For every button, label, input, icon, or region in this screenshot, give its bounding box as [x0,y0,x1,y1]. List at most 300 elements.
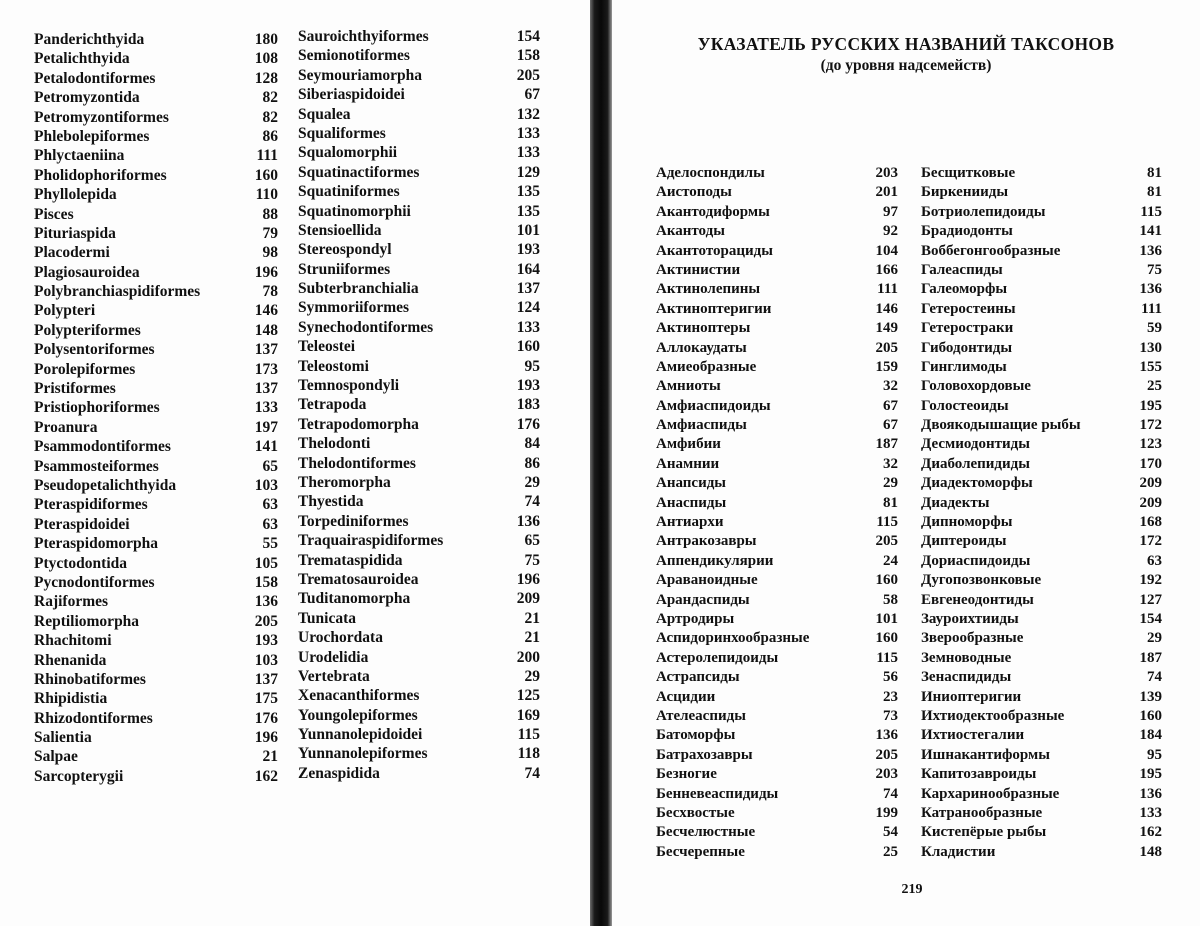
taxon-name: Zenaspidida [298,764,380,783]
taxon-name: Squalea [298,105,351,124]
page-reference: 141 [255,437,278,456]
taxon-name: Petalodontiformes [34,69,155,88]
page-reference: 162 [255,767,278,786]
taxon-name: Воббегонгообразные [921,242,1060,261]
taxon-name: Аделоспондилы [656,164,765,183]
index-entry [921,532,1162,551]
index-entry [921,397,1162,416]
taxon-name: Squatiniformes [298,182,400,201]
taxon-name: Кархаринообразные [921,785,1059,804]
page-reference: 146 [876,300,899,319]
taxon-name: Synechodontiformes [298,318,433,337]
page-reference: 67 [883,397,898,416]
taxon-name: Pteraspidiformes [34,495,148,514]
index-entry [298,744,540,763]
taxon-name: Tuditanomorpha [298,589,410,608]
index-entry [921,222,1162,241]
taxon-name: Urochordata [298,628,383,647]
index-entry [656,649,898,668]
taxon-name: Stereospondyl [298,240,392,259]
taxon-name: Sauroichthyiformes [298,27,429,46]
page-reference: 95 [525,357,541,376]
taxon-name: Pisces [34,205,74,224]
page-reference: 133 [255,398,278,417]
taxon-name: Бесхвостые [656,804,735,823]
index-entry [34,728,278,747]
page-reference: 168 [1140,513,1163,532]
taxon-name: Yunnanolepidoidei [298,725,422,744]
taxon-name: Кладистии [921,843,995,862]
taxon-name: Theromorpha [298,473,391,492]
index-entry [921,183,1162,202]
taxon-name: Гибодонтиды [921,339,1012,358]
page-reference: 195 [1140,397,1163,416]
taxon-name: Traquairaspidiformes [298,531,443,550]
index-entry [921,823,1162,842]
index-entry [298,628,540,647]
taxon-name: Антиархи [656,513,723,532]
page-reference: 136 [876,726,899,745]
index-entry [34,108,278,127]
page-reference: 63 [263,495,279,514]
page-reference: 187 [1140,649,1163,668]
taxon-name: Urodelidia [298,648,368,667]
page-reference: 111 [877,280,898,299]
page-reference: 21 [525,628,541,647]
index-entry [34,301,278,320]
taxon-name: Pycnodontiformes [34,573,155,592]
page-reference: 111 [1141,300,1162,319]
index-entry [656,339,898,358]
index-entry [656,164,898,183]
left-page [0,0,590,926]
index-entry [921,300,1162,319]
index-entry [34,418,278,437]
page-reference: 65 [263,457,279,476]
index-entry [921,164,1162,183]
page-reference: 111 [256,146,278,165]
index-entry [298,143,540,162]
page-reference: 209 [517,589,540,608]
index-entry [921,707,1162,726]
index-entry [656,455,898,474]
page-reference: 128 [255,69,278,88]
index-entry [921,726,1162,745]
page-reference: 183 [517,395,540,414]
page-reference: 81 [1147,183,1162,202]
index-entry [921,377,1162,396]
taxon-name: Squatinactiformes [298,163,419,182]
index-entry [298,163,540,182]
taxon-name: Rhenanida [34,651,106,670]
taxon-name: Semionotiformes [298,46,410,65]
page-reference: 82 [263,88,279,107]
page-reference: 159 [876,358,899,377]
page-reference: 160 [255,166,278,185]
taxon-name: Temnospondyli [298,376,399,395]
page-reference: 84 [525,434,541,453]
index-entry [298,357,540,376]
index-entry [298,260,540,279]
page-reference: 205 [255,612,278,631]
index-entry [298,124,540,143]
taxon-name: Tunicata [298,609,356,628]
taxon-name: Гетеростраки [921,319,1013,338]
index-entry [656,242,898,261]
page-reference: 136 [1140,280,1163,299]
taxon-name: Yunnanolepiformes [298,744,427,763]
index-entry [656,843,898,862]
taxon-name: Ателеаспиды [656,707,746,726]
taxon-name: Placodermi [34,243,110,262]
taxon-name: Батрахозавры [656,746,753,765]
taxon-name: Аллокаудаты [656,339,747,358]
page-reference: 67 [883,416,898,435]
page-reference: 155 [1140,358,1163,377]
page-reference: 173 [255,360,278,379]
page-reference: 67 [525,85,541,104]
index-entry [298,27,540,46]
page-reference: 125 [517,686,540,705]
page-reference: 115 [518,725,540,744]
page-reference: 73 [883,707,898,726]
page-reference: 203 [876,164,899,183]
index-entry [921,552,1162,571]
taxon-name: Амфиаспидоиды [656,397,771,416]
taxon-name: Ptyctodontida [34,554,127,573]
taxon-name: Акантоды [656,222,725,241]
page-reference: 162 [1140,823,1163,842]
taxon-name: Диаболепидиды [921,455,1030,474]
page-reference: 103 [255,651,278,670]
taxon-name: Psammosteiformes [34,457,159,476]
index-entry [34,670,278,689]
taxon-name: Галеаспиды [921,261,1003,280]
page-reference: 137 [517,279,540,298]
page-reference: 133 [1140,804,1163,823]
index-entry [656,319,898,338]
taxon-name: Зверообразные [921,629,1023,648]
taxon-name: Polypteriformes [34,321,141,340]
russian-index-column-2 [921,164,1162,862]
taxon-name: Акантодиформы [656,203,770,222]
taxon-name: Torpediniformes [298,512,409,531]
page-reference: 54 [883,823,898,842]
taxon-name: Брадиодонты [921,222,1013,241]
taxon-name: Polysentoriformes [34,340,155,359]
index-entry [656,785,898,804]
taxon-name: Petalichthyida [34,49,130,68]
index-entry [656,435,898,454]
page-reference: 209 [1140,494,1163,513]
taxon-name: Катранообразные [921,804,1042,823]
index-entry [34,243,278,262]
index-entry [34,534,278,553]
taxon-name: Аспидоринхообразные [656,629,809,648]
index-entry [34,205,278,224]
index-entry [34,457,278,476]
page-reference: 209 [1140,474,1163,493]
page-reference: 169 [517,706,540,725]
page-reference: 196 [255,728,278,747]
taxon-name: Анамнии [656,455,719,474]
page-reference: 88 [263,205,279,224]
index-entry [298,279,540,298]
index-entry [656,222,898,241]
index-entry [656,765,898,784]
taxon-name: Артродиры [656,610,734,629]
page-reference: 187 [876,435,899,454]
taxon-name: Аистоподы [656,183,732,202]
taxon-name: Tetrapoda [298,395,366,414]
taxon-name: Амфибии [656,435,721,454]
taxon-name: Ихтиостегалии [921,726,1024,745]
page-reference: 133 [517,143,540,162]
index-entry [298,85,540,104]
page-reference: 158 [517,46,540,65]
taxon-name: Анапсиды [656,474,726,493]
taxon-name: Аппендикулярии [656,552,773,571]
index-entry [656,377,898,396]
right-page [612,0,1200,926]
index-entry [34,689,278,708]
index-entry [921,591,1162,610]
page-reference: 74 [525,764,541,783]
page-reference: 200 [517,648,540,667]
page-reference: 81 [1147,164,1162,183]
taxon-name: Salientia [34,728,92,747]
taxon-name: Thelodontiformes [298,454,416,473]
index-entry [298,473,540,492]
index-entry [34,146,278,165]
page-reference: 115 [876,649,898,668]
page-reference: 149 [876,319,899,338]
page-reference: 135 [517,202,540,221]
index-entry [34,767,278,786]
taxon-name: Гинглимоды [921,358,1007,377]
page-reference: 81 [883,494,898,513]
page-reference: 86 [525,454,541,473]
index-entry [656,203,898,222]
index-entry [921,280,1162,299]
taxon-name: Амфиаспиды [656,416,747,435]
page-reference: 74 [525,492,541,511]
index-entry [656,707,898,726]
page-reference: 127 [1140,591,1163,610]
taxon-name: Symmoriiformes [298,298,409,317]
page-reference: 136 [1140,785,1163,804]
taxon-name: Vertebrata [298,667,370,686]
index-entry [656,494,898,513]
taxon-name: Ишнакантиформы [921,746,1050,765]
taxon-name: Struniiformes [298,260,390,279]
index-entry [656,746,898,765]
taxon-name: Анаспиды [656,494,726,513]
taxon-name: Безногие [656,765,717,784]
index-entry [656,571,898,590]
taxon-name: Rhizodontiformes [34,709,153,728]
taxon-name: Бесчерепные [656,843,745,862]
taxon-name: Salpae [34,747,78,766]
index-column-2 [298,27,540,783]
index-entry [656,823,898,842]
taxon-name: Siberiaspidoidei [298,85,405,104]
taxon-name: Бесщитковые [921,164,1015,183]
page-reference: 32 [883,455,898,474]
taxon-name: Головохордовые [921,377,1031,396]
page-reference: 148 [1140,843,1163,862]
index-entry [921,319,1162,338]
taxon-name: Tetrapodomorpha [298,415,419,434]
page-reference: 160 [517,337,540,356]
index-entry [298,454,540,473]
index-entry [298,725,540,744]
index-entry [921,804,1162,823]
index-entry [656,804,898,823]
taxon-name: Phlebolepiformes [34,127,149,146]
page-reference: 141 [1140,222,1163,241]
page-reference: 170 [1140,455,1163,474]
page-reference: 193 [255,631,278,650]
page-reference: 136 [517,512,540,531]
index-entry [34,709,278,728]
page-reference: 166 [876,261,899,280]
index-entry [34,30,278,49]
taxon-name: Амиеобразные [656,358,756,377]
index-entry [34,612,278,631]
taxon-name: Rajiformes [34,592,108,611]
taxon-name: Squaliformes [298,124,386,143]
index-entry [921,513,1162,532]
page-reference: 115 [1140,203,1162,222]
page-reference: 65 [525,531,541,550]
index-entry [34,573,278,592]
taxon-name: Rhachitomi [34,631,112,650]
page-reference: 95 [1147,746,1162,765]
page-reference: 160 [1140,707,1163,726]
taxon-name: Plagiosauroidea [34,263,140,282]
taxon-name: Rhipidistia [34,689,107,708]
page-reference: 25 [883,843,898,862]
taxon-name: Иниоптеригии [921,688,1021,707]
page-reference: 197 [255,418,278,437]
index-entry [921,843,1162,862]
page-reference: 137 [255,340,278,359]
index-entry [921,649,1162,668]
page-reference: 29 [525,667,541,686]
index-entry [656,358,898,377]
page-reference: 75 [525,551,541,570]
page-reference: 205 [876,746,899,765]
page-reference: 176 [255,709,278,728]
taxon-name: Pituriaspida [34,224,116,243]
page-reference: 137 [255,379,278,398]
taxon-name: Polybranchiaspidiformes [34,282,200,301]
page-number: 219 [612,882,1200,898]
index-entry [298,415,540,434]
index-entry [34,379,278,398]
page-reference: 164 [517,260,540,279]
page-reference: 21 [525,609,541,628]
taxon-name: Proanura [34,418,97,437]
page-reference: 135 [517,182,540,201]
taxon-name: Squatinomorphii [298,202,411,221]
taxon-name: Десмиодонтиды [921,435,1030,454]
taxon-name: Евгенеодонтиды [921,591,1034,610]
index-entry [298,376,540,395]
taxon-name: Батоморфы [656,726,735,745]
index-entry [34,398,278,417]
index-entry [298,66,540,85]
page-reference: 58 [883,591,898,610]
index-entry [298,667,540,686]
index-entry [34,49,278,68]
page-reference: 148 [255,321,278,340]
page-reference: 205 [517,66,540,85]
index-entry [298,202,540,221]
index-subtitle: (до уровня надсемейств) [612,57,1200,75]
index-entry [656,688,898,707]
taxon-name: Pholidophoriformes [34,166,167,185]
page-reference: 205 [876,339,899,358]
page-reference: 104 [876,242,899,261]
index-entry [34,127,278,146]
index-entry [34,166,278,185]
index-entry [34,340,278,359]
taxon-name: Голостеоиды [921,397,1009,416]
page-reference: 130 [1140,339,1163,358]
taxon-name: Капитозавроиды [921,765,1036,784]
page-reference: 176 [517,415,540,434]
taxon-name: Двоякодышащие рыбы [921,416,1081,435]
page-reference: 25 [1147,377,1162,396]
page-reference: 172 [1140,416,1163,435]
index-entry [34,495,278,514]
page-reference: 193 [517,376,540,395]
taxon-name: Диптероиды [921,532,1006,551]
index-entry [34,69,278,88]
index-entry [921,765,1162,784]
page-reference: 160 [876,629,899,648]
index-entry [298,609,540,628]
page-reference: 74 [883,785,898,804]
page-reference: 115 [876,513,898,532]
index-entry [298,182,540,201]
taxon-name: Актинолепины [656,280,760,299]
taxon-name: Дугопозвонковые [921,571,1041,590]
page-reference: 172 [1140,532,1163,551]
taxon-name: Дориаспидоиды [921,552,1030,571]
russian-index-column-1 [656,164,898,862]
page-reference: 101 [517,221,540,240]
page-reference: 86 [263,127,279,146]
index-entry [34,651,278,670]
index-entry [921,494,1162,513]
taxon-name: Pseudopetalichthyida [34,476,176,495]
page-reference: 23 [883,688,898,707]
taxon-name: Асцидии [656,688,715,707]
taxon-name: Амниоты [656,377,721,396]
index-entry [298,648,540,667]
page-reference: 199 [876,804,899,823]
taxon-name: Subterbranchialia [298,279,419,298]
taxon-name: Бесчелюстные [656,823,755,842]
index-entry [34,515,278,534]
index-entry [656,280,898,299]
taxon-name: Бенневеаспидиды [656,785,778,804]
index-entry [921,203,1162,222]
index-entry [921,455,1162,474]
